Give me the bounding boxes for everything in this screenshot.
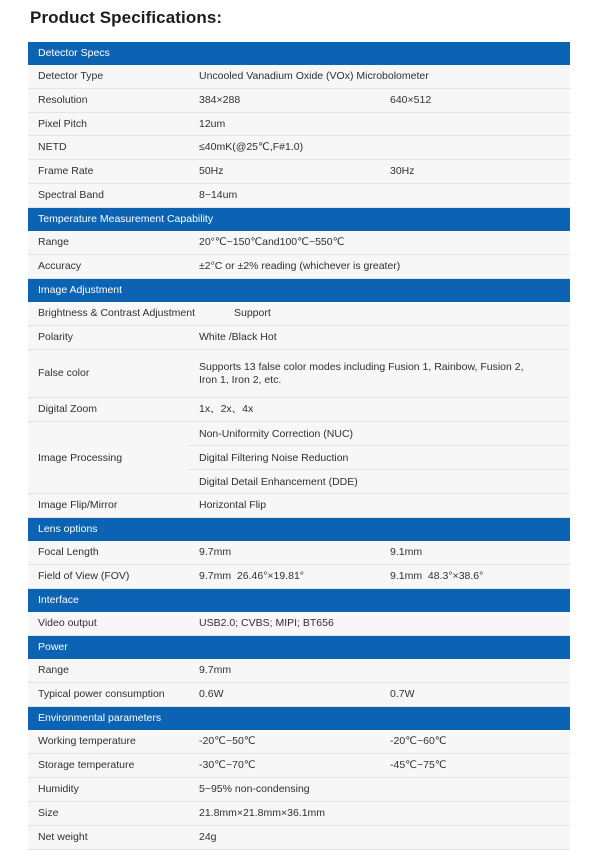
- row-brightness-contrast: [28, 302, 570, 326]
- row-detector-type: [28, 65, 570, 89]
- row-label: Detector Type: [38, 70, 104, 82]
- page-title: Product Specifications:: [30, 8, 223, 27]
- row-label: Typical power consumption: [38, 688, 165, 700]
- row-label: Frame Rate: [38, 165, 94, 177]
- row-power-range: [28, 659, 570, 683]
- row-label: Brightness & Contrast Adjustment: [38, 307, 195, 319]
- row-label: Storage temperature: [38, 759, 135, 771]
- row-label: NETD: [38, 141, 67, 153]
- row-label: False color: [38, 367, 90, 379]
- row-net-weight: [28, 826, 570, 850]
- section-detector-specs: [28, 42, 570, 65]
- row-false-color: [28, 350, 570, 398]
- row-value: Uncooled Vanadium Oxide (VOx) Microbolometer: [199, 70, 429, 82]
- row-value: 9.7mm: [199, 664, 232, 676]
- row-storage-temp: [28, 754, 570, 778]
- section-label: Interface: [38, 594, 79, 606]
- row-label: Size: [38, 807, 59, 819]
- section-label: Detector Specs: [38, 47, 110, 59]
- row-label: Video output: [38, 617, 97, 629]
- row-label: Range: [38, 664, 69, 676]
- section-image-adjustment: [28, 279, 570, 302]
- section-environmental: [28, 707, 570, 730]
- section-power: [28, 636, 570, 659]
- row-label: Accuracy: [38, 260, 82, 272]
- row-value-2: 9.1mm: [390, 546, 423, 558]
- row-temp-range: [28, 231, 570, 255]
- spec-table: [28, 42, 570, 850]
- row-value-1: 0.6W: [199, 688, 224, 700]
- row-value: 12um: [199, 117, 226, 130]
- row-accuracy: [28, 255, 570, 279]
- row-video-output: [28, 612, 570, 636]
- row-label: Spectral Band: [38, 189, 104, 201]
- row-value: White /Black Hot: [199, 331, 277, 343]
- row-size: [28, 802, 570, 826]
- section-interface: [28, 589, 570, 612]
- row-value: 24g: [199, 831, 217, 843]
- row-label: Working temperature: [38, 735, 136, 747]
- row-frame-rate: [28, 160, 570, 184]
- row-value-2: -20℃~60℃: [390, 735, 447, 747]
- row-label: Field of View (FOV): [38, 570, 130, 582]
- row-value: USB2.0; CVBS; MIPI; BT656: [199, 617, 334, 629]
- row-value: 8~14um: [199, 189, 238, 201]
- row-digital-zoom: [28, 398, 570, 422]
- row-value: 1x、2x、4x: [199, 403, 254, 415]
- section-label: Temperature Measurement Capability: [38, 213, 214, 225]
- row-label: Net weight: [38, 831, 88, 843]
- row-label: Image Processing: [28, 422, 189, 494]
- row-value: ≤40mK(@25℃,F#1.0): [199, 141, 304, 153]
- section-lens-options: [28, 518, 570, 541]
- row-resolution: [28, 89, 570, 113]
- row-value: Support: [234, 307, 271, 319]
- row-label: Resolution: [38, 94, 88, 106]
- row-value-1: -30℃~70℃: [199, 759, 256, 771]
- row-label: Pixel Pitch: [38, 117, 88, 130]
- row-label: Polarity: [38, 331, 74, 343]
- row-value-1: 50Hz: [199, 165, 224, 177]
- image-processing-item: Digital Detail Enhancement (DDE): [189, 470, 570, 494]
- image-processing-item: Non-Uniformity Correction (NUC): [189, 422, 570, 446]
- row-polarity: [28, 326, 570, 350]
- section-label: Environmental parameters: [38, 712, 162, 724]
- row-value-1: 384×288: [199, 94, 241, 106]
- image-processing-items: [189, 422, 570, 494]
- row-value: ±2°C or ±2% reading (whichever is greater): [199, 260, 401, 272]
- row-value-1: 9.7mm 26.46°×19.81°: [199, 570, 305, 582]
- row-value-1: -20℃~50℃: [199, 735, 256, 747]
- section-label: Image Adjustment: [38, 284, 123, 296]
- row-netd: [28, 136, 570, 160]
- row-value-2: 0.7W: [390, 688, 415, 700]
- row-focal-length: [28, 541, 570, 565]
- row-value: 5~95% non-condensing: [199, 783, 310, 795]
- section-temperature: [28, 208, 570, 231]
- row-humidity: [28, 778, 570, 802]
- row-power-consumption: [28, 683, 570, 707]
- row-label: Range: [38, 236, 69, 248]
- row-label: Digital Zoom: [38, 403, 97, 415]
- row-value: 21.8mm×21.8mm×36.1mm: [199, 807, 326, 819]
- row-image-processing: [28, 422, 570, 494]
- row-value-2: -45℃~75℃: [390, 759, 447, 771]
- row-pixel-pitch: [28, 113, 570, 136]
- row-value: 20°℃~150℃and100℃~550℃: [199, 236, 345, 248]
- row-image-flip: [28, 494, 570, 518]
- row-value-2: 30Hz: [390, 165, 415, 177]
- image-processing-item: Digital Filtering Noise Reduction: [189, 446, 570, 470]
- row-label: Humidity: [38, 783, 79, 795]
- row-value: Supports 13 false color modes including Fusion 1, Rainbow, Fusion 2, Iron 1, Iron 2, etc.: [199, 360, 524, 386]
- row-spectral-band: [28, 184, 570, 208]
- row-value-1: 9.7mm: [199, 546, 232, 558]
- row-working-temp: [28, 730, 570, 754]
- row-value-2: 640×512: [390, 94, 432, 106]
- row-value: Horizontal Flip: [199, 499, 267, 511]
- row-fov: [28, 565, 570, 589]
- row-label: Image Flip/Mirror: [38, 499, 118, 511]
- row-label: Focal Length: [38, 546, 99, 558]
- section-label: Lens options: [38, 523, 98, 535]
- section-label: Power: [38, 641, 68, 653]
- row-value-2: 9.1mm 48.3°×38.6°: [390, 570, 484, 582]
